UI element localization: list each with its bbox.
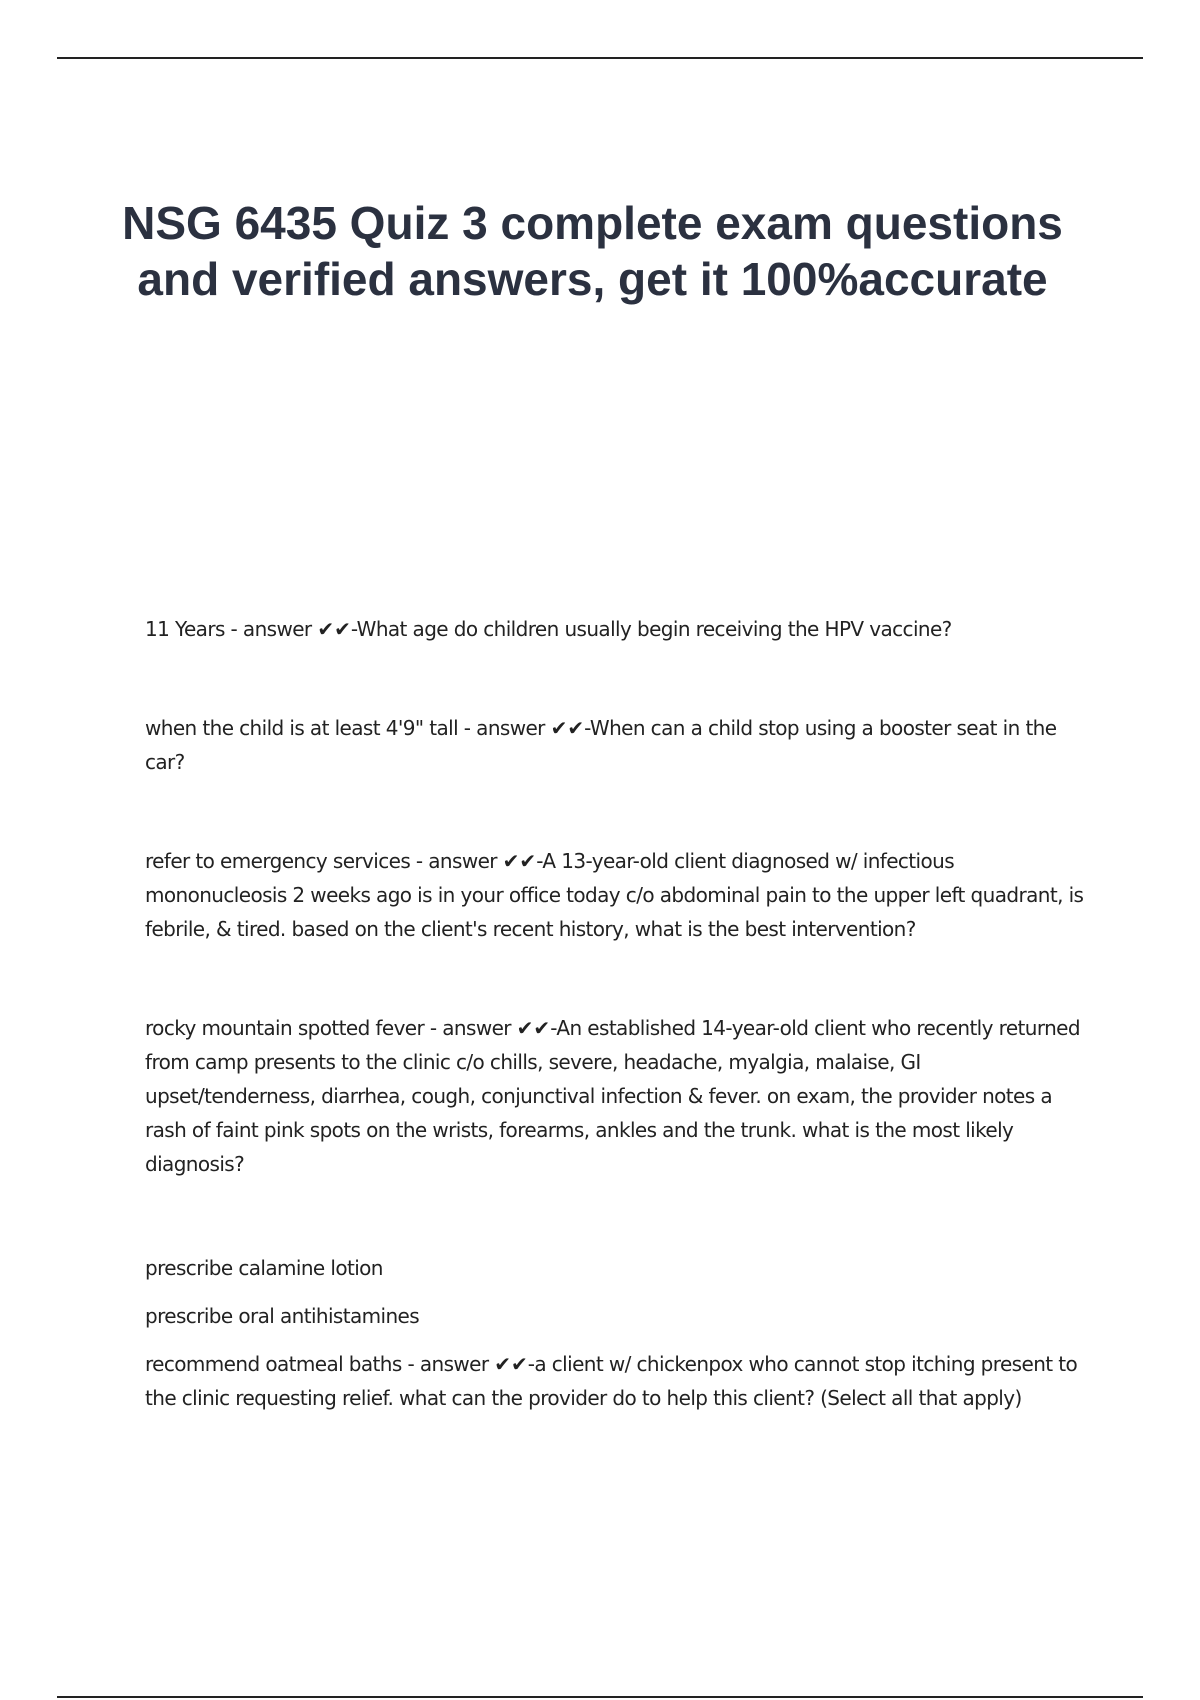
answer-separator: - answer [410, 849, 503, 873]
answer-text: rocky mountain spotted fever [145, 1016, 425, 1040]
answer-option: prescribe calamine lotion [145, 1256, 383, 1280]
answer-separator: - answer [224, 617, 318, 641]
question-text: What age do children usually begin receiving the HPV vaccine? [356, 617, 952, 641]
question-text: An established 14-year-old client who recently returned from camp presents to the clinic c/o chills, severe, headache, myalgia, malaise, GI upset/tenderness, diarrhea, cough, conjunctival infection & fever. on exam, the provider notes a rash of faint pink spots on the wrists, forearms, ankles and the trunk. what is the most likely diagnosis? [145, 1016, 1080, 1176]
answer-text: when the child is at least 4'9" tall [145, 716, 459, 740]
checkmark-icon: ✔✔ [494, 1352, 528, 1376]
answer-option: prescribe oral antihistamines [145, 1304, 420, 1328]
qa-item [145, 711, 1090, 779]
answer-separator: - answer [458, 716, 551, 740]
checkmark-icon: ✔✔ [516, 1016, 551, 1040]
qa-item [145, 612, 1090, 646]
question-text: A 13-year-old client diagnosed w/ infectious mononucleosis 2 weeks ago is in your office today c/o abdominal pain to the upper left quadrant, is febrile, & tired. based on the client's recent history, what is the best intervention? [145, 849, 1084, 941]
qa-item [145, 1011, 1090, 1181]
checkmark-icon: ✔✔ [502, 849, 537, 873]
document-title: NSG 6435 Quiz 3 complete exam questions and verified answers, get it 100%accurate [122, 197, 1063, 305]
question-prefix: - [584, 716, 590, 740]
qa-item [145, 844, 1090, 946]
answer-separator: - answer [401, 1352, 495, 1376]
checkmark-icon: ✔✔ [550, 716, 585, 740]
answer-text: refer to emergency services [145, 849, 411, 873]
question-prefix: - [536, 849, 543, 873]
document-body [145, 612, 1090, 1415]
question-prefix: - [550, 1016, 557, 1040]
top-rule [57, 57, 1143, 59]
question-text: When can a child stop using a booster seat in the car? [145, 716, 1057, 774]
question-prefix: - [350, 617, 357, 641]
answer-text: recommend oatmeal baths [145, 1352, 402, 1376]
qa-item [145, 1347, 1090, 1415]
answer-text: 11 Years [145, 617, 225, 641]
question-prefix: - [527, 1352, 535, 1376]
bottom-rule [57, 1696, 1143, 1698]
question-text: a client w/ chickenpox who cannot stop itching present to the clinic requesting relief. what can the provider do to help this client? (Select all that apply) [145, 1352, 1078, 1410]
checkmark-icon: ✔✔ [317, 617, 351, 641]
answer-separator: - answer [424, 1016, 517, 1040]
